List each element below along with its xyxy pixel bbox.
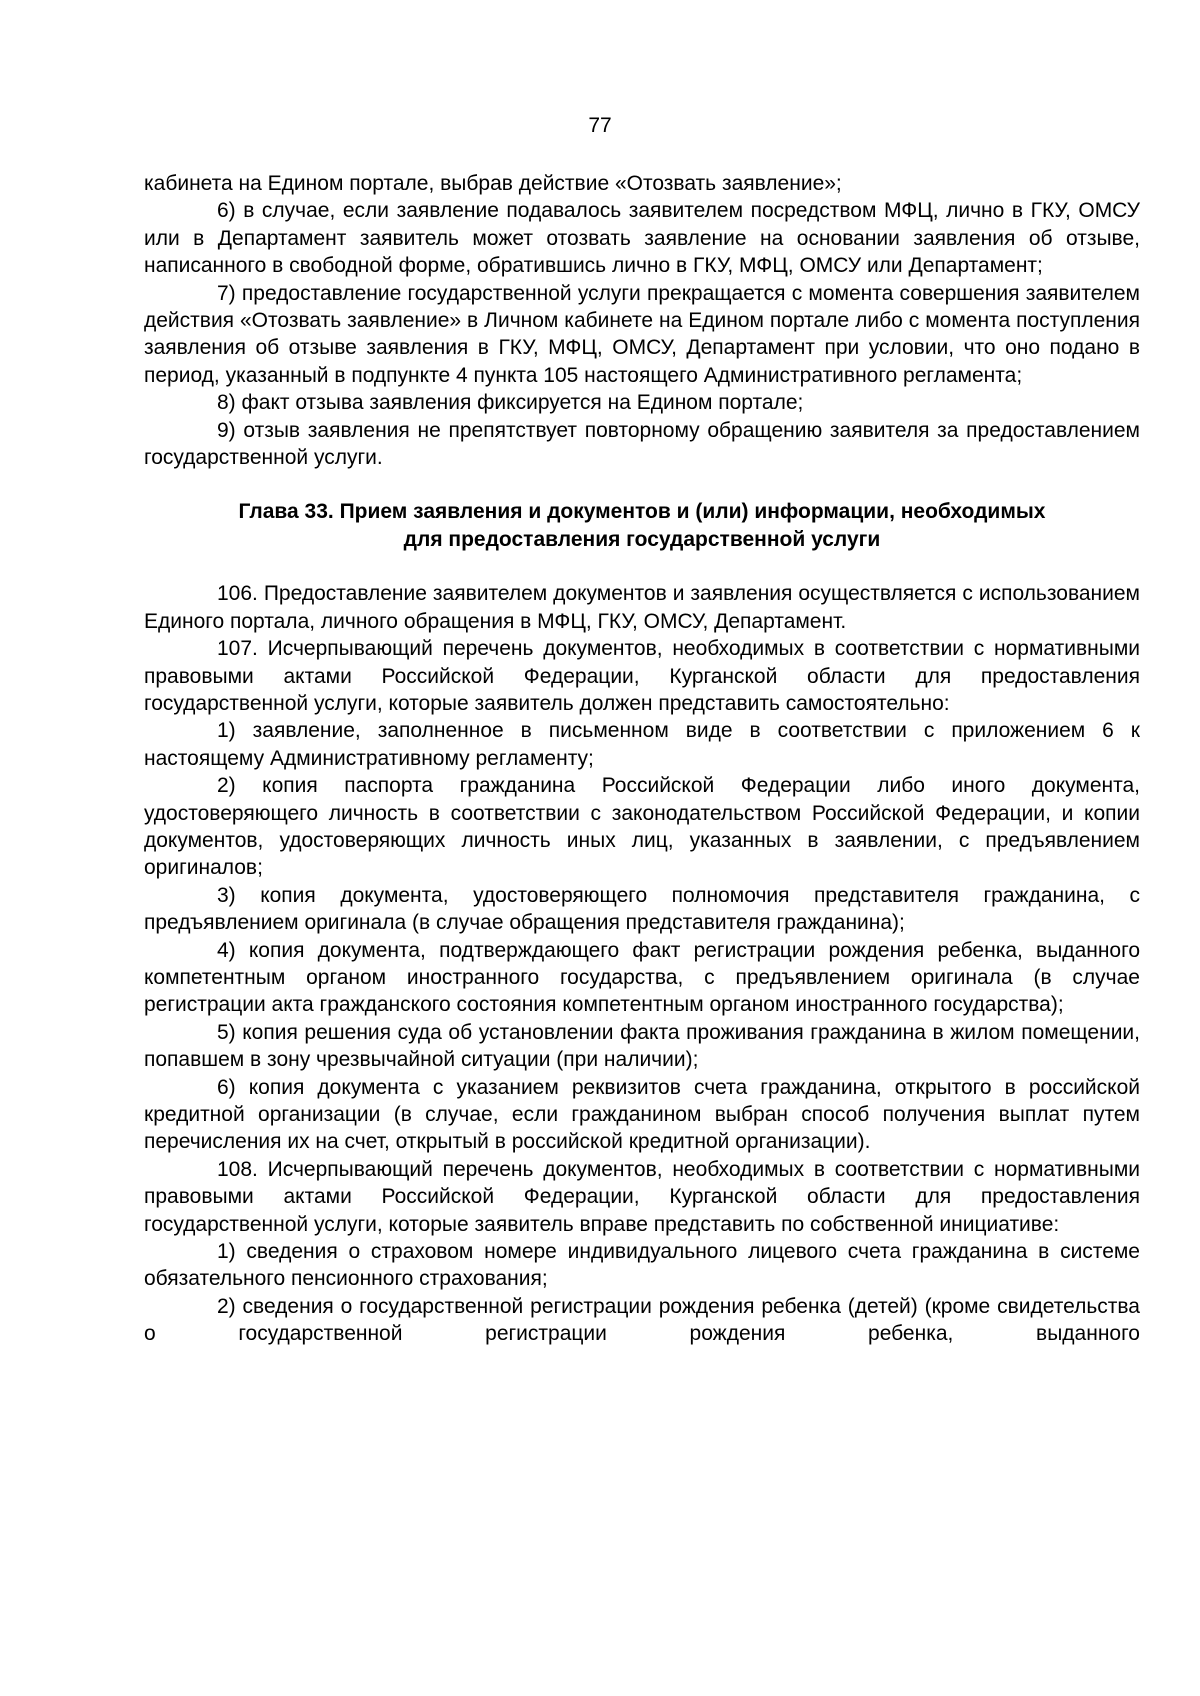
paragraph: 5) копия решения суда об установлении факта проживания гражданина в жилом помещении, попавшем в зону чрезвычайной ситуации (при наличии);	[144, 1020, 1140, 1072]
paragraph: 108. Исчерпывающий перечень документов, необходимых в соответствии с нормативными правовыми актами Российской Федерации, Курганской области для предоставления государственной услуги, которые заявитель вправе представить по собственной инициативе:	[144, 1157, 1140, 1236]
paragraph: 7) предоставление государственной услуги прекращается с момента совершения заявителем действия «Отозвать заявление» в Личном кабинете на Едином портале либо с момента поступления заявления об отзыве заявления в ГКУ, МФЦ, ОМСУ, Департамент при условии, что оно подано в период, указанный в подпункте 4 пункта 105 настоящего Административного регламента;	[144, 281, 1140, 387]
paragraph: кабинета на Едином портале, выбрав действие «Отозвать заявление»;	[144, 172, 842, 195]
paragraph: 4) копия документа, подтверждающего факт регистрации рождения ребенка, выданного компетентным органом иностранного государства, с предъявлением оригинала (в случае регистрации акта гражданского состояния компетентным органом иностранного государства);	[144, 938, 1140, 1017]
paragraph: 107. Исчерпывающий перечень документов, необходимых в соответствии с нормативными правовыми актами Российской Федерации, Курганской области для предоставления государственной услуги, которые заявитель должен представить самостоятельно:	[144, 637, 1140, 715]
paragraph: 106. Предоставление заявителем документов и заявления осуществляется с использованием Единого портала, личного обращения в МФЦ, ГКУ, ОМСУ, Департамент.	[144, 582, 1140, 633]
chapter-heading-line-2: для предоставления государственной услуги	[403, 527, 881, 551]
paragraphs-after-heading	[144, 580, 1140, 1347]
chapter-heading	[144, 498, 1140, 553]
paragraph: 6) копия документа с указанием реквизитов счета гражданина, открытого в российской кредитной организации (в случае, если гражданином выбран способ получения выплат путем перечисления их на счет, открытый в российской кредитной организации).	[144, 1075, 1140, 1154]
paragraph: 1) заявление, заполненное в письменном виде в соответствии с приложением 6 к настоящему Административному регламенту;	[144, 719, 1140, 770]
paragraph: 2) копия паспорта гражданина Российской Федерации либо иного документа, удостоверяющего личность в соответствии с законодательством Российской Федерации, и копии документов, удостоверяющих личность иных лиц, указанных в заявлении, с предъявлением оригиналов;	[144, 774, 1140, 880]
paragraph: 6) в случае, если заявление подавалось заявителем посредством МФЦ, лично в ГКУ, ОМСУ или в Департамент заявитель может отозвать заявление на основании заявления об отзыве, написанного в свободной форме, обратившись лично в ГКУ, МФЦ, ОМСУ или Департамент;	[144, 199, 1140, 278]
paragraph: 1) сведения о страховом номере индивидуального лицевого счета гражданина в системе обязательного пенсионного страхования;	[144, 1240, 1140, 1291]
paragraphs-before-heading	[144, 170, 1140, 471]
paragraph: 2) сведения о государственной регистрации рождения ребенка (детей) (кроме свидетельства о государственной регистрации рождения ребенка, выданного	[144, 1294, 1140, 1346]
paragraph: 9) отзыв заявления не препятствует повторному обращению заявителя за предоставлением государственной услуги.	[144, 418, 1140, 470]
paragraph: 8) факт отзыва заявления фиксируется на Едином портале;	[217, 391, 804, 415]
chapter-heading-line-1: Глава 33. Прием заявления и документов и (или) информации, необходимых	[238, 500, 1046, 524]
document-body	[144, 170, 1140, 1348]
page-number: 77	[588, 114, 612, 137]
paragraph: 3) копия документа, удостоверяющего полномочия представителя гражданина, с предъявлением оригинала (в случае обращения представителя гражданина);	[144, 883, 1140, 935]
